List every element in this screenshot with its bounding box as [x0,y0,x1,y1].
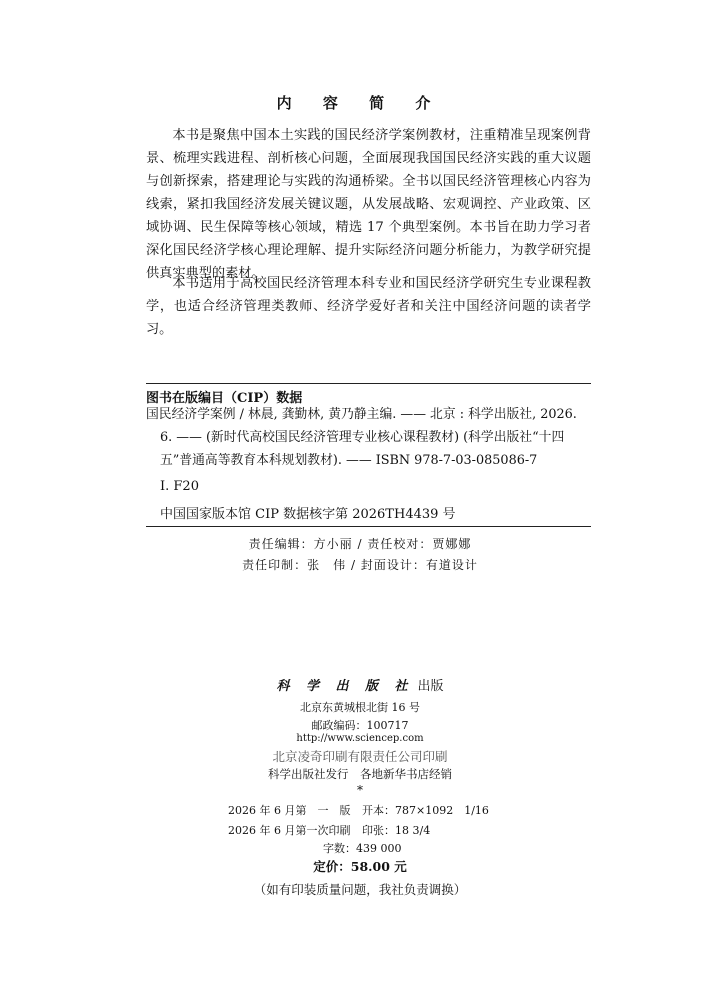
separator-star: * [357,783,363,797]
intro-paragraph-1: 本书是聚焦中国本土实践的国民经济学案例教材，注重精准呈现案例背景、梳理实践进程、剖析核心问题，全面展现我国国民经济实践的重大议题与创新探索，搭建理论与实践的沟通桥梁。全书以国民经济管理核心内容为线索，紧扣我国经济发展关键议题，从发展战略、宏观调控、产业政策、区域协调、民生保障等核心领域，精选 17 个典型案例。本书旨在助力学习者深化国民经济学核心理论理解、提升实际经济问题分析能力，为教学研究提供真实典型的素材。 [146,128,591,281]
publisher-address: 北京东黄城根北街 16 号 [300,701,420,714]
format-size: 开本：787×1092 1/16 [362,804,489,817]
editor-credits: 责任编辑：方小丽 / 责任校对：贾娜娜 [248,537,472,551]
publisher-url: http://www.sciencep.com [296,733,424,744]
cip-classification: Ⅰ. F20 [160,479,199,494]
cip-bottom-rule [146,526,591,527]
cip-number: 中国国家版本馆 CIP 数据核字第 2026TH4439 号 [160,507,456,522]
publisher-suffix: 出版 [417,679,444,694]
cip-record: 国民经济学案例 / 林晨, 龚勤林, 黄乃静主编. —— 北京 : 科学出版社, 2026. 6. —— (新时代高校国民经济管理专业核心课程教材) (科学出版社“十四五”普通高等教育本科规划教材). —— ISBN 978-7-03-085086-7 [146,407,577,468]
postcode: 邮政编码：100717 [311,719,409,732]
quality-notice: （如有印装质量问题，我社负责调换） [253,882,467,897]
cip-heading: 图书在版编目（CIP）数据 [146,391,303,406]
word-count: 字数：439 000 [323,842,402,855]
cip-top-rule [146,383,591,384]
edition-date: 2026 年 6 月第 一 版 [228,804,351,817]
page-title: 内 容 简 介 [276,94,444,112]
printer: 北京凌奇印刷有限责任公司印刷 [272,749,448,764]
distribution: 科学出版社发行 各地新华书店经销 [268,767,452,781]
publisher-logo-name: 科 学 出 版 社 [276,679,414,694]
intro-paragraph-2: 本书适用于高校国民经济管理本科专业和国民经济学研究生专业课程教学，也适合经济管理类教师、经济学爱好者和关注中国经济问题的读者学习。 [146,276,591,337]
printing-date: 2026 年 6 月第一次印刷 [228,824,351,837]
publisher-line [0,675,720,694]
production-credits: 责任印制：张 伟 / 封面设计：有道设计 [242,558,478,572]
sheet-count: 印张：18 3/4 [362,824,431,837]
price: 定价：58.00 元 [313,859,407,874]
